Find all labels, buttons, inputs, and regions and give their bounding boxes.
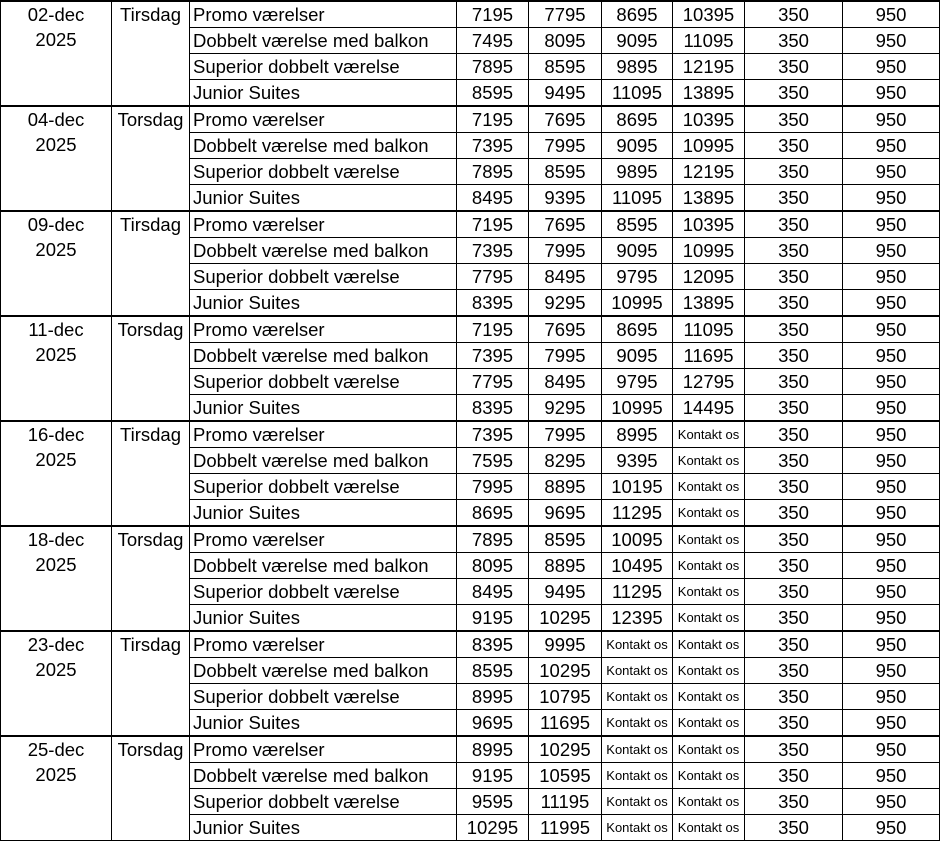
supplement-cell: 950 <box>843 264 940 290</box>
price-cell: 7695 <box>529 211 602 238</box>
room-type-cell: Promo værelser <box>190 211 457 238</box>
price-cell: 12795 <box>673 369 745 395</box>
price-cell: 10995 <box>673 133 745 159</box>
supplement-cell: 350 <box>745 185 843 212</box>
supplement-cell: 950 <box>843 290 940 317</box>
supplement-cell: 950 <box>843 211 940 238</box>
price-cell: 9995 <box>529 631 602 658</box>
price-cell: 13895 <box>673 290 745 317</box>
supplement-cell: 350 <box>745 211 843 238</box>
room-type-cell: Dobbelt værelse med balkon <box>190 28 457 54</box>
supplement-cell: 950 <box>843 1 940 28</box>
table-row <box>1 526 940 553</box>
price-cell: Kontakt os <box>602 789 673 815</box>
room-type-cell: Junior Suites <box>190 605 457 632</box>
supplement-cell: 350 <box>745 763 843 789</box>
price-cell: Kontakt os <box>673 448 745 474</box>
price-cell: 9795 <box>602 264 673 290</box>
price-cell: 7795 <box>457 264 529 290</box>
supplement-cell: 350 <box>745 264 843 290</box>
supplement-cell: 950 <box>843 185 940 212</box>
price-cell: 7895 <box>457 54 529 80</box>
room-type-cell: Promo værelser <box>190 421 457 448</box>
price-cell: 11295 <box>602 579 673 605</box>
supplement-cell: 350 <box>745 1 843 28</box>
price-cell: 10495 <box>602 553 673 579</box>
year-text: 2025 <box>35 29 77 50</box>
price-cell: Kontakt os <box>673 579 745 605</box>
price-cell: 7695 <box>529 106 602 133</box>
price-cell: 13895 <box>673 80 745 107</box>
room-type-cell: Superior dobbelt værelse <box>190 474 457 500</box>
price-cell: Kontakt os <box>673 605 745 632</box>
price-cell: 8495 <box>457 579 529 605</box>
room-type-cell: Superior dobbelt værelse <box>190 54 457 80</box>
date-cell <box>1 631 112 736</box>
weekday-cell: Torsdag <box>112 526 190 631</box>
price-cell: Kontakt os <box>673 500 745 527</box>
supplement-cell: 350 <box>745 316 843 343</box>
price-cell: 13895 <box>673 185 745 212</box>
price-cell: 7995 <box>529 343 602 369</box>
table-row <box>1 631 940 658</box>
supplement-cell: 950 <box>843 395 940 422</box>
room-type-cell: Junior Suites <box>190 80 457 107</box>
price-cell: 8995 <box>457 684 529 710</box>
price-cell: 8895 <box>529 474 602 500</box>
supplement-cell: 950 <box>843 28 940 54</box>
supplement-cell: 350 <box>745 395 843 422</box>
price-cell: 8995 <box>602 421 673 448</box>
date-text: 25-dec <box>27 739 85 760</box>
table-row <box>1 106 940 133</box>
price-cell: 9895 <box>602 159 673 185</box>
price-cell: 10995 <box>602 395 673 422</box>
supplement-cell: 950 <box>843 133 940 159</box>
price-cell: Kontakt os <box>673 684 745 710</box>
price-cell: 8595 <box>529 159 602 185</box>
price-cell: 7395 <box>457 421 529 448</box>
price-cell: Kontakt os <box>602 631 673 658</box>
supplement-cell: 350 <box>745 474 843 500</box>
price-cell: 8495 <box>457 185 529 212</box>
room-type-cell: Dobbelt værelse med balkon <box>190 343 457 369</box>
room-type-cell: Junior Suites <box>190 185 457 212</box>
table-row <box>1 421 940 448</box>
price-cell: 9195 <box>457 763 529 789</box>
supplement-cell: 950 <box>843 658 940 684</box>
price-cell: Kontakt os <box>602 658 673 684</box>
price-cell: 7895 <box>457 526 529 553</box>
supplement-cell: 350 <box>745 238 843 264</box>
price-cell: 8595 <box>529 54 602 80</box>
price-cell: 10995 <box>673 238 745 264</box>
supplement-cell: 350 <box>745 605 843 632</box>
room-type-cell: Dobbelt værelse med balkon <box>190 658 457 684</box>
room-type-cell: Dobbelt værelse med balkon <box>190 763 457 789</box>
price-cell: Kontakt os <box>673 763 745 789</box>
date-cell <box>1 421 112 526</box>
supplement-cell: 950 <box>843 474 940 500</box>
year-text: 2025 <box>35 134 77 155</box>
room-type-cell: Superior dobbelt værelse <box>190 789 457 815</box>
supplement-cell: 350 <box>745 579 843 605</box>
weekday-cell: Torsdag <box>112 106 190 211</box>
price-cell: 8595 <box>602 211 673 238</box>
price-cell: 8695 <box>457 500 529 527</box>
supplement-cell: 350 <box>745 500 843 527</box>
price-cell: 14495 <box>673 395 745 422</box>
price-cell: 9095 <box>602 133 673 159</box>
price-cell: 8695 <box>602 316 673 343</box>
date-cell <box>1 736 112 841</box>
price-cell: 11095 <box>602 80 673 107</box>
price-cell: 10295 <box>529 658 602 684</box>
year-text: 2025 <box>35 344 77 365</box>
supplement-cell: 350 <box>745 631 843 658</box>
date-text: 18-dec <box>27 529 85 550</box>
room-type-cell: Junior Suites <box>190 500 457 527</box>
year-text: 2025 <box>35 554 77 575</box>
date-text: 16-dec <box>27 424 85 445</box>
supplement-cell: 350 <box>745 815 843 841</box>
price-cell: 7195 <box>457 211 529 238</box>
price-cell: 9395 <box>529 185 602 212</box>
price-cell: Kontakt os <box>602 763 673 789</box>
supplement-cell: 350 <box>745 684 843 710</box>
price-cell: 7395 <box>457 133 529 159</box>
price-cell: 7795 <box>529 1 602 28</box>
date-text: 02-dec <box>27 4 85 25</box>
supplement-cell: 950 <box>843 526 940 553</box>
price-cell: 8595 <box>457 658 529 684</box>
price-cell: 8395 <box>457 290 529 317</box>
weekday-cell: Tirsdag <box>112 211 190 316</box>
supplement-cell: 950 <box>843 316 940 343</box>
price-cell: 7995 <box>457 474 529 500</box>
supplement-cell: 350 <box>745 710 843 737</box>
price-cell: 12195 <box>673 159 745 185</box>
room-type-cell: Dobbelt værelse med balkon <box>190 238 457 264</box>
supplement-cell: 950 <box>843 106 940 133</box>
year-text: 2025 <box>35 449 77 470</box>
table-row <box>1 316 940 343</box>
table-row <box>1 1 940 28</box>
price-cell: Kontakt os <box>673 658 745 684</box>
supplement-cell: 950 <box>843 448 940 474</box>
price-cell: 7995 <box>529 421 602 448</box>
price-cell: 11295 <box>602 500 673 527</box>
room-type-cell: Superior dobbelt værelse <box>190 369 457 395</box>
price-cell: 8995 <box>457 736 529 763</box>
year-text: 2025 <box>35 239 77 260</box>
price-cell: 8595 <box>457 80 529 107</box>
date-text: 11-dec <box>28 319 84 340</box>
room-type-cell: Promo værelser <box>190 631 457 658</box>
price-cell: 10395 <box>673 211 745 238</box>
price-cell: 10395 <box>673 1 745 28</box>
room-type-cell: Promo værelser <box>190 1 457 28</box>
price-cell: 7395 <box>457 343 529 369</box>
supplement-cell: 350 <box>745 159 843 185</box>
table-row <box>1 211 940 238</box>
supplement-cell: 350 <box>745 448 843 474</box>
price-cell: 9795 <box>602 369 673 395</box>
price-cell: 12195 <box>673 54 745 80</box>
supplement-cell: 350 <box>745 54 843 80</box>
price-cell: 7195 <box>457 1 529 28</box>
supplement-cell: 950 <box>843 684 940 710</box>
price-cell: Kontakt os <box>673 710 745 737</box>
supplement-cell: 950 <box>843 579 940 605</box>
room-type-cell: Dobbelt værelse med balkon <box>190 133 457 159</box>
supplement-cell: 950 <box>843 500 940 527</box>
year-text: 2025 <box>35 764 77 785</box>
date-cell <box>1 526 112 631</box>
weekday-cell: Torsdag <box>112 736 190 841</box>
price-cell: 11095 <box>602 185 673 212</box>
date-cell <box>1 1 112 106</box>
room-type-cell: Dobbelt værelse med balkon <box>190 448 457 474</box>
room-type-cell: Junior Suites <box>190 815 457 841</box>
price-cell: 9195 <box>457 605 529 632</box>
date-text: 09-dec <box>27 214 85 235</box>
supplement-cell: 950 <box>843 631 940 658</box>
price-cell: 8595 <box>529 526 602 553</box>
price-cell: 12095 <box>673 264 745 290</box>
price-cell: Kontakt os <box>673 474 745 500</box>
price-cell: 8395 <box>457 395 529 422</box>
room-type-cell: Promo værelser <box>190 106 457 133</box>
date-cell <box>1 211 112 316</box>
price-cell: 9895 <box>602 54 673 80</box>
date-text: 04-dec <box>27 109 85 130</box>
weekday-cell: Torsdag <box>112 316 190 421</box>
weekday-cell: Tirsdag <box>112 421 190 526</box>
weekday-cell: Tirsdag <box>112 1 190 106</box>
supplement-cell: 350 <box>745 28 843 54</box>
price-cell: 10095 <box>602 526 673 553</box>
price-cell: Kontakt os <box>602 815 673 841</box>
date-cell <box>1 316 112 421</box>
price-cell: 10795 <box>529 684 602 710</box>
price-cell: 10595 <box>529 763 602 789</box>
room-type-cell: Superior dobbelt værelse <box>190 684 457 710</box>
price-cell: 9295 <box>529 290 602 317</box>
price-cell: 9495 <box>529 579 602 605</box>
price-cell: 9695 <box>457 710 529 737</box>
price-cell: 8495 <box>529 369 602 395</box>
price-cell: 7495 <box>457 28 529 54</box>
weekday-cell: Tirsdag <box>112 631 190 736</box>
price-cell: 10295 <box>529 605 602 632</box>
price-cell: 7395 <box>457 238 529 264</box>
supplement-cell: 950 <box>843 80 940 107</box>
supplement-cell: 950 <box>843 369 940 395</box>
supplement-cell: 950 <box>843 238 940 264</box>
supplement-cell: 350 <box>745 80 843 107</box>
price-cell: 7995 <box>529 133 602 159</box>
room-type-cell: Superior dobbelt værelse <box>190 579 457 605</box>
price-cell: 11695 <box>673 343 745 369</box>
supplement-cell: 950 <box>843 815 940 841</box>
price-cell: 10395 <box>673 106 745 133</box>
supplement-cell: 350 <box>745 421 843 448</box>
price-cell: 10295 <box>457 815 529 841</box>
price-cell: 9495 <box>529 80 602 107</box>
year-text: 2025 <box>35 659 77 680</box>
price-cell: 10995 <box>602 290 673 317</box>
supplement-cell: 350 <box>745 736 843 763</box>
price-cell: 9095 <box>602 28 673 54</box>
supplement-cell: 350 <box>745 106 843 133</box>
supplement-cell: 950 <box>843 605 940 632</box>
price-cell: 10195 <box>602 474 673 500</box>
room-type-cell: Promo værelser <box>190 526 457 553</box>
supplement-cell: 350 <box>745 553 843 579</box>
price-cell: 7995 <box>529 238 602 264</box>
room-type-cell: Junior Suites <box>190 710 457 737</box>
supplement-cell: 350 <box>745 526 843 553</box>
supplement-cell: 350 <box>745 369 843 395</box>
supplement-cell: 350 <box>745 789 843 815</box>
price-cell: 9295 <box>529 395 602 422</box>
price-cell: Kontakt os <box>602 710 673 737</box>
price-cell: 7595 <box>457 448 529 474</box>
date-cell <box>1 106 112 211</box>
price-cell: 8095 <box>457 553 529 579</box>
price-cell: 9595 <box>457 789 529 815</box>
price-cell: 8095 <box>529 28 602 54</box>
price-cell: 8495 <box>529 264 602 290</box>
supplement-cell: 950 <box>843 763 940 789</box>
room-type-cell: Promo værelser <box>190 736 457 763</box>
price-cell: Kontakt os <box>602 736 673 763</box>
room-type-cell: Promo værelser <box>190 316 457 343</box>
price-cell: Kontakt os <box>673 736 745 763</box>
supplement-cell: 950 <box>843 54 940 80</box>
price-cell: 11095 <box>673 28 745 54</box>
price-cell: Kontakt os <box>673 789 745 815</box>
supplement-cell: 350 <box>745 343 843 369</box>
price-cell: 8695 <box>602 1 673 28</box>
supplement-cell: 950 <box>843 421 940 448</box>
price-cell: Kontakt os <box>673 421 745 448</box>
price-cell: 8895 <box>529 553 602 579</box>
price-cell: 8295 <box>529 448 602 474</box>
price-cell: 8695 <box>602 106 673 133</box>
price-cell: 7895 <box>457 159 529 185</box>
price-cell: 8395 <box>457 631 529 658</box>
price-cell: 12395 <box>602 605 673 632</box>
supplement-cell: 350 <box>745 658 843 684</box>
price-cell: 9695 <box>529 500 602 527</box>
price-cell: 11195 <box>529 789 602 815</box>
room-type-cell: Junior Suites <box>190 395 457 422</box>
price-cell: 9095 <box>602 343 673 369</box>
room-type-cell: Superior dobbelt værelse <box>190 264 457 290</box>
price-cell: Kontakt os <box>602 684 673 710</box>
price-cell: 7195 <box>457 316 529 343</box>
price-cell: Kontakt os <box>673 553 745 579</box>
price-cell: 10295 <box>529 736 602 763</box>
supplement-cell: 350 <box>745 133 843 159</box>
supplement-cell: 350 <box>745 290 843 317</box>
price-cell: 9095 <box>602 238 673 264</box>
table-row <box>1 736 940 763</box>
price-cell: 7795 <box>457 369 529 395</box>
supplement-cell: 950 <box>843 343 940 369</box>
supplement-cell: 950 <box>843 736 940 763</box>
price-cell: 9395 <box>602 448 673 474</box>
room-type-cell: Superior dobbelt værelse <box>190 159 457 185</box>
date-text: 23-dec <box>27 634 85 655</box>
room-type-cell: Junior Suites <box>190 290 457 317</box>
price-cell: Kontakt os <box>673 631 745 658</box>
supplement-cell: 950 <box>843 789 940 815</box>
price-cell: 7195 <box>457 106 529 133</box>
room-type-cell: Dobbelt værelse med balkon <box>190 553 457 579</box>
supplement-cell: 950 <box>843 159 940 185</box>
price-cell: 11095 <box>673 316 745 343</box>
price-cell: 11995 <box>529 815 602 841</box>
price-cell: 7695 <box>529 316 602 343</box>
price-cell: Kontakt os <box>673 815 745 841</box>
price-cell: 11695 <box>529 710 602 737</box>
supplement-cell: 950 <box>843 553 940 579</box>
supplement-cell: 950 <box>843 710 940 737</box>
price-cell: Kontakt os <box>673 526 745 553</box>
